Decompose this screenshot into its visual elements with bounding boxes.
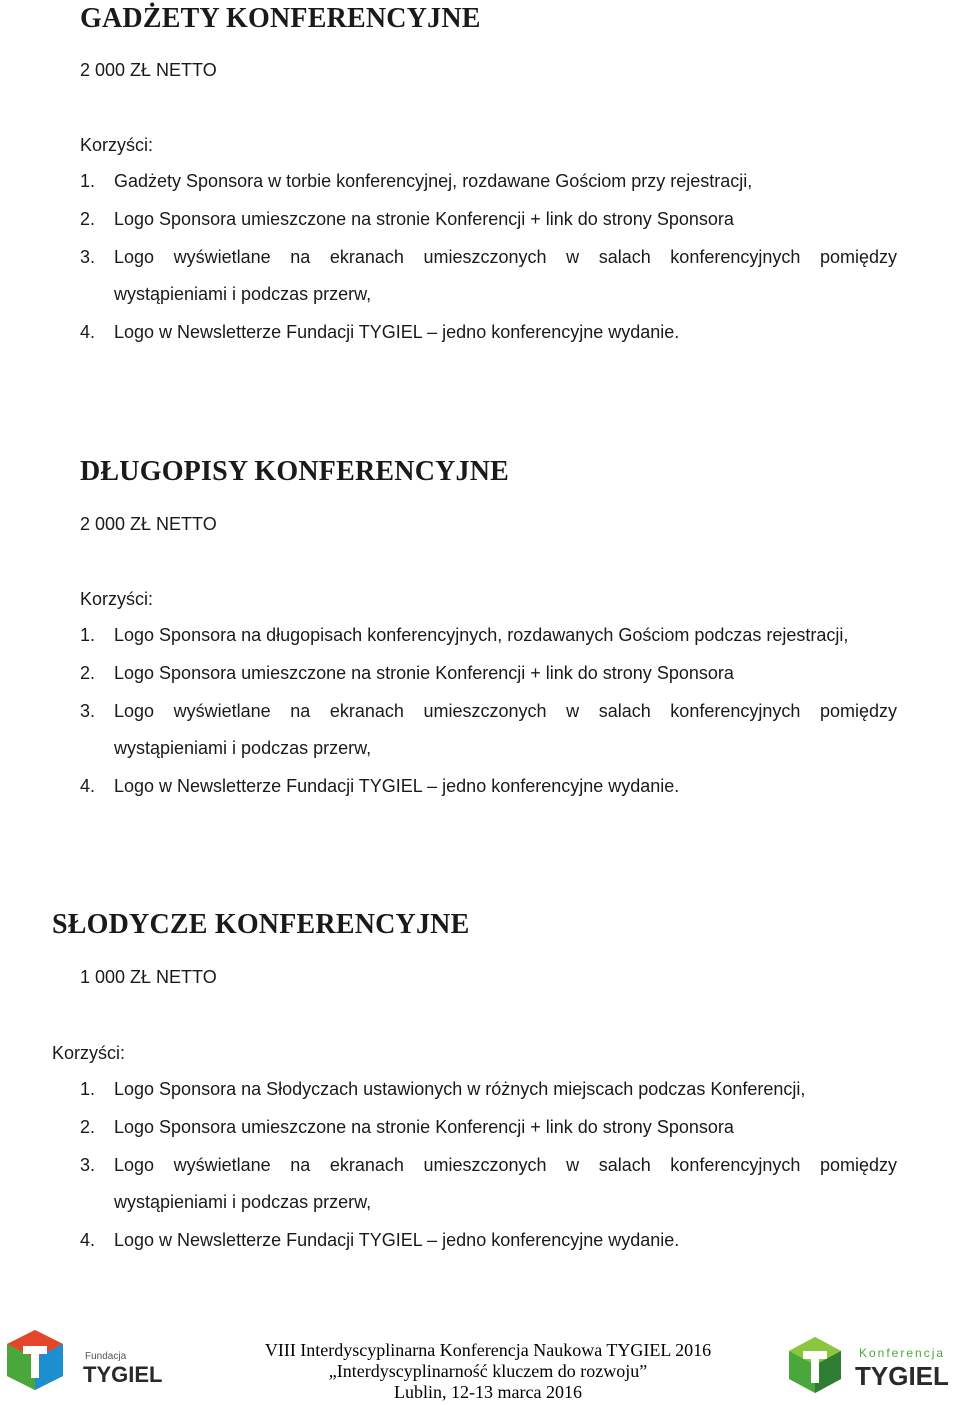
list-item bbox=[80, 655, 897, 693]
conference-info bbox=[240, 1340, 736, 1403]
list-item bbox=[80, 768, 897, 806]
benefits-label: Korzyści: bbox=[52, 1043, 126, 1063]
benefits-list bbox=[80, 617, 897, 806]
list-item bbox=[80, 617, 897, 655]
item-text-continued: wystąpieniami i podczas przerw, bbox=[114, 284, 372, 305]
item-text-continued: wystąpieniami i podczas przerw, bbox=[114, 1192, 372, 1213]
section-title: DŁUGOPISY KONFERENCYJNE bbox=[80, 456, 510, 487]
item-text: Logo Sponsora umieszczone na stronie Konferencji + link do strony Sponsora bbox=[114, 662, 734, 683]
item-text: Logo wyświetlane na ekranach umieszczonych w salach konferencyjnych pomiędzy bbox=[114, 1154, 897, 1175]
item-number: 3. bbox=[80, 700, 96, 721]
item-number: 3. bbox=[80, 1154, 96, 1175]
logo-big-text: TYGIEL bbox=[83, 1362, 163, 1387]
list-item bbox=[80, 239, 897, 315]
item-number: 4. bbox=[80, 776, 96, 797]
item-number: 2. bbox=[80, 662, 96, 683]
item-number: 1. bbox=[80, 625, 96, 645]
list-item bbox=[80, 314, 897, 352]
list-item bbox=[80, 201, 897, 239]
benefits-label: Korzyści: bbox=[80, 135, 154, 155]
fundacja-tygiel-logo-mark bbox=[5, 1326, 185, 1396]
item-number: 1. bbox=[80, 1079, 96, 1099]
list-item bbox=[80, 1071, 897, 1109]
conference-place-date: Lublin, 12-13 marca 2016 bbox=[394, 1382, 582, 1402]
list-item bbox=[80, 1147, 897, 1223]
benefits-list bbox=[80, 1071, 897, 1260]
item-text: Logo Sponsora na Słodyczach ustawionych w różnych miejscach podczas Konferencji, bbox=[114, 1079, 806, 1099]
item-text: Logo wyświetlane na ekranach umieszczonych w salach konferencyjnych pomiędzy bbox=[114, 700, 897, 721]
price: 2 000 ZŁ NETTO bbox=[80, 514, 217, 534]
item-text: Logo w Newsletterze Fundacji TYGIEL – jedno konferencyjne wydanie. bbox=[114, 1230, 680, 1251]
fundacja-tygiel-logo bbox=[5, 1326, 185, 1396]
page-footer bbox=[0, 1320, 960, 1405]
item-number: 4. bbox=[80, 1230, 96, 1251]
logo-big-text: TYGIEL bbox=[855, 1361, 949, 1391]
price: 1 000 ZŁ NETTO bbox=[80, 967, 217, 987]
item-number: 1. bbox=[80, 171, 96, 191]
item-text: Logo w Newsletterze Fundacji TYGIEL – jedno konferencyjne wydanie. bbox=[114, 322, 680, 343]
konferencja-tygiel-logo bbox=[785, 1335, 960, 1395]
item-text: Logo w Newsletterze Fundacji TYGIEL – jedno konferencyjne wydanie. bbox=[114, 776, 680, 797]
logo-small-text: Fundacja bbox=[85, 1351, 127, 1362]
list-item bbox=[80, 693, 897, 769]
benefits-list bbox=[80, 163, 897, 352]
conference-motto: „Interdyscyplinarność kluczem do rozwoju” bbox=[328, 1361, 648, 1381]
benefits-label: Korzyści: bbox=[80, 589, 154, 609]
item-text-continued: wystąpieniami i podczas przerw, bbox=[114, 738, 372, 759]
list-item bbox=[80, 1109, 897, 1147]
section-title: SŁODYCZE KONFERENCYJNE bbox=[52, 909, 470, 940]
item-number: 2. bbox=[80, 208, 96, 229]
konferencja-tygiel-logo-mark bbox=[785, 1335, 960, 1395]
list-item bbox=[80, 163, 897, 201]
item-text: Logo Sponsora umieszczone na stronie Konferencji + link do strony Sponsora bbox=[114, 1116, 734, 1137]
item-text: Logo Sponsora na długopisach konferencyjnych, rozdawanych Gościom podczas rejestracji, bbox=[114, 625, 849, 645]
section-title: GADŻETY KONFERENCYJNE bbox=[80, 3, 481, 34]
item-text: Gadżety Sponsora w torbie konferencyjnej, rozdawane Gościom przy rejestracji, bbox=[114, 171, 753, 191]
item-number: 4. bbox=[80, 322, 96, 343]
conference-name: VIII Interdyscyplinarna Konferencja Naukowa TYGIEL 2016 bbox=[264, 1340, 712, 1360]
item-number: 2. bbox=[80, 1116, 96, 1137]
list-item bbox=[80, 1222, 897, 1260]
price: 2 000 ZŁ NETTO bbox=[80, 60, 217, 80]
item-text: Logo wyświetlane na ekranach umieszczonych w salach konferencyjnych pomiędzy bbox=[114, 246, 897, 267]
logo-small-text: Konferencja bbox=[859, 1346, 946, 1360]
item-number: 3. bbox=[80, 246, 96, 267]
item-text: Logo Sponsora umieszczone na stronie Konferencji + link do strony Sponsora bbox=[114, 208, 734, 229]
